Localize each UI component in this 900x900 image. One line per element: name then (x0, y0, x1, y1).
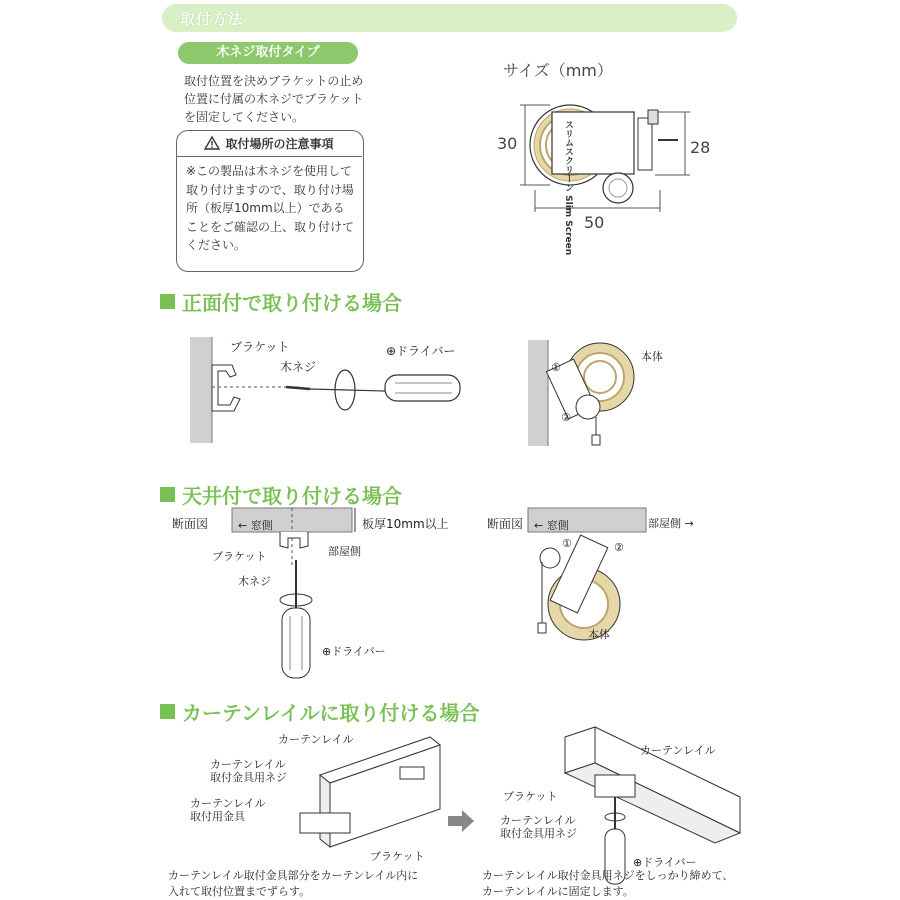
caution-title: 取付場所の注意事項 (225, 136, 334, 151)
ceiling-cross-section-2: 断面図 (487, 517, 524, 531)
ceiling-room-side-right: 部屋側 → (648, 517, 694, 530)
front-body-label: 本体 (641, 350, 663, 363)
rail-bracket-label: カーテンレイル 取付用金具 (190, 797, 266, 823)
front-step2: ② (561, 411, 571, 424)
rail-bracket-label-2: ブラケット (503, 790, 558, 803)
rail-screw-label-2: カーテンレイル 取付金具用ネジ (500, 814, 577, 840)
ceiling-step1: ① (562, 537, 572, 550)
rail-caption-right: カーテンレイル取付金具用ネジをしっかり締めて、カーテンレイルに固定します。 (482, 869, 734, 898)
size-width: 50 (584, 213, 605, 232)
ceiling-body-label: 本体 (588, 628, 610, 641)
rail-bracket-2-label: ブラケット (370, 850, 425, 863)
ceiling-screw-label: 木ネジ (238, 575, 271, 588)
rail-label: カーテンレイル (278, 733, 354, 746)
section-ceiling-title: 天井付で取り付ける場合 (160, 480, 402, 509)
ceiling-window-side: ← 窓側 (238, 519, 273, 532)
ceiling-thickness: 板厚10mm以上 (362, 517, 449, 531)
rail-caption-left: カーテンレイル取付金具部分をカーテンレイル内に入れて取付位置までずらす。 (168, 869, 419, 898)
size-height: 30 (497, 134, 518, 153)
product-logo: スリムスクリーン Slim Screen (563, 120, 573, 256)
page-title: 取付方法 (180, 10, 245, 28)
ceiling-driver-label: ⊕ドライバー (322, 645, 386, 658)
ceiling-install-diagram (200, 508, 370, 698)
front-screw-label: 木ネジ (280, 360, 317, 374)
warning-icon (204, 136, 220, 150)
rail-label-2: カーテンレイル (640, 744, 716, 757)
front-bracket-label: ブラケット (230, 340, 290, 354)
next-arrow-icon (448, 810, 476, 832)
front-step1: ① (551, 361, 561, 374)
section-rail-title: カーテンレイルに取り付ける場合 (160, 697, 480, 726)
rail-driver-label: ⊕ドライバー (633, 856, 697, 869)
intro-text: 取付位置を決めブラケットの止め位置に付属の木ネジでブラケットを固定してください。 (184, 74, 364, 124)
section-front-title: 正面付で取り付ける場合 (160, 287, 402, 316)
header-bar (162, 4, 737, 32)
rail-screw-label: カーテンレイル 取付金具用ネジ (210, 758, 287, 784)
front-driver-label: ⊕ドライバー (386, 344, 456, 358)
ceiling-bracket-label: ブラケット (212, 550, 267, 563)
size-diagram (490, 90, 720, 240)
ceiling-window-side-2: ← 窓側 (534, 519, 569, 532)
caution-text: ※この製品は木ネジを使用して取り付けますので、取り付け場所（板厚10mm以上）であることをご確認の上、取り付けてください。 (186, 164, 355, 252)
front-mounted-diagram (528, 335, 648, 450)
mount-type-badge: 木ネジ取付タイプ (178, 42, 358, 64)
caution-header (176, 130, 362, 157)
ceiling-step2: ② (614, 541, 624, 554)
ceiling-cross-section: 断面図 (172, 517, 209, 531)
size-title: サイズ（mm） (503, 61, 613, 80)
ceiling-room-side: 部屋側 (328, 545, 361, 558)
size-height-right: 28 (690, 138, 711, 157)
rail-insert-diagram (290, 735, 450, 865)
